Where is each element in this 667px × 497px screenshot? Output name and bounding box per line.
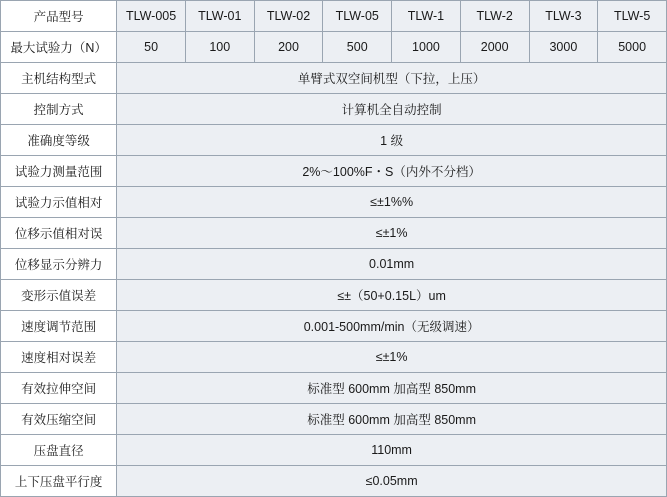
row-value-merged: 2%～100%F・S（内外不分档） [117, 156, 667, 187]
row-value-merged: 110mm [117, 435, 667, 466]
row-label: 上下压盘平行度 [1, 466, 117, 497]
row-value-merged: 单臂式双空间机型（下拉，上压） [117, 63, 667, 94]
row-label: 变形示值误差 [1, 280, 117, 311]
row-label: 主机结构型式 [1, 63, 117, 94]
table-row [1, 32, 667, 63]
row-value-merged: ≤±1% [117, 342, 667, 373]
row-label: 试验力示值相对 [1, 187, 117, 218]
row-value-merged: 标准型 600mm 加高型 850mm [117, 404, 667, 435]
row-value: 500 [323, 32, 392, 63]
table-row [1, 1, 667, 32]
row-value-merged: ≤0.05mm [117, 466, 667, 497]
row-value: 100 [185, 32, 254, 63]
row-value: 50 [117, 32, 186, 63]
row-value-merged: ≤±1% [117, 218, 667, 249]
table-row [1, 280, 667, 311]
row-value: 200 [254, 32, 323, 63]
row-label: 有效压缩空间 [1, 404, 117, 435]
row-value-merged: 计算机全自动控制 [117, 94, 667, 125]
table-row [1, 435, 667, 466]
table-row [1, 63, 667, 94]
row-value: TLW-05 [323, 1, 392, 32]
row-value: TLW-3 [529, 1, 598, 32]
row-label: 位移显示分辨力 [1, 249, 117, 280]
row-value-merged: 0.01mm [117, 249, 667, 280]
row-label: 试验力测量范围 [1, 156, 117, 187]
row-label: 压盘直径 [1, 435, 117, 466]
row-value: TLW-1 [392, 1, 461, 32]
row-label: 速度相对误差 [1, 342, 117, 373]
table-row [1, 125, 667, 156]
row-value: 5000 [598, 32, 667, 63]
table-row [1, 187, 667, 218]
row-value-merged: ≤±（50+0.15L）um [117, 280, 667, 311]
table-row [1, 156, 667, 187]
row-value: 3000 [529, 32, 598, 63]
row-value-merged: 1 级 [117, 125, 667, 156]
row-label: 准确度等级 [1, 125, 117, 156]
row-value: TLW-005 [117, 1, 186, 32]
row-label: 最大试验力（N） [1, 32, 117, 63]
row-value: TLW-02 [254, 1, 323, 32]
table-row [1, 466, 667, 497]
table-row [1, 94, 667, 125]
row-value: TLW-01 [185, 1, 254, 32]
table-row [1, 249, 667, 280]
row-label: 有效拉伸空间 [1, 373, 117, 404]
table-row [1, 373, 667, 404]
row-value-merged: ≤±1%% [117, 187, 667, 218]
row-value-merged: 标准型 600mm 加高型 850mm [117, 373, 667, 404]
table-row [1, 404, 667, 435]
row-value: 1000 [392, 32, 461, 63]
row-label: 控制方式 [1, 94, 117, 125]
row-value-merged: 0.001-500mm/min（无级调速） [117, 311, 667, 342]
table-row [1, 342, 667, 373]
row-label: 产品型号 [1, 1, 117, 32]
table-row [1, 218, 667, 249]
row-value: TLW-2 [460, 1, 529, 32]
row-value: 2000 [460, 32, 529, 63]
row-label: 位移示值相对误 [1, 218, 117, 249]
table-body [1, 1, 667, 497]
row-value: TLW-5 [598, 1, 667, 32]
row-label: 速度调节范围 [1, 311, 117, 342]
table-row [1, 311, 667, 342]
